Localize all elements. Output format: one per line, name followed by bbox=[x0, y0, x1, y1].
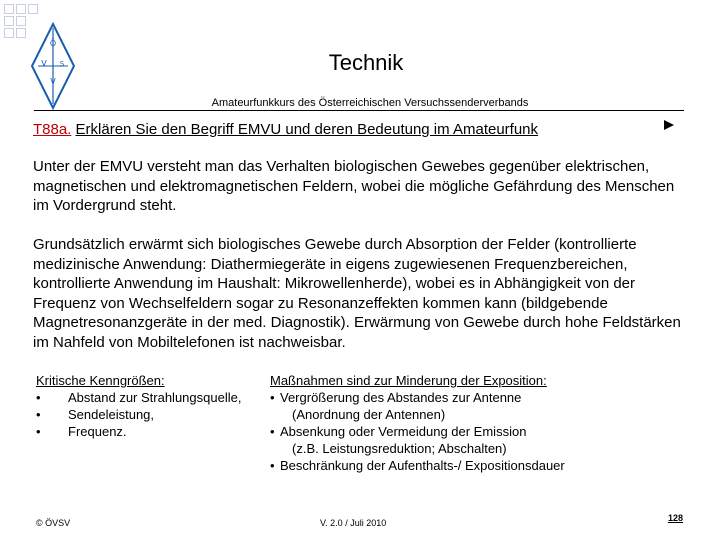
critical-parameters bbox=[36, 372, 276, 440]
question-id: T88a. bbox=[33, 121, 72, 138]
svg-text:S: S bbox=[59, 60, 65, 68]
footer-version: V. 2.0 / Juli 2010 bbox=[320, 518, 387, 528]
definition-paragraph: Unter der EMVU versteht man das Verhalten biologischen Gewebes gegenüber elektrischen, magnetischen und elektromagnetischen Feldern, wobei die mögliche Gefährdung des Menschen im Vordergrund steht. bbox=[33, 158, 675, 214]
list-item: • Frequenz. bbox=[36, 424, 127, 439]
list-item: • Absenkung oder Vermeidung der Emission (z.B. Leistungsreduktion; Abschalten) bbox=[270, 423, 710, 457]
list-item: • Abstand zur Strahlungsquelle, bbox=[36, 390, 242, 405]
footer-copyright: © ÖVSV bbox=[36, 518, 71, 528]
svg-text:V: V bbox=[41, 59, 47, 68]
list-item: • Sendeleistung, bbox=[36, 407, 155, 422]
list-item-text: Vergrößerung des Abstandes zur Antenne bbox=[280, 390, 522, 405]
list-item-text: Frequenz. bbox=[68, 424, 127, 439]
svg-text:Ö: Ö bbox=[49, 39, 57, 48]
question-text: Erklären Sie den Begriff EMVU und deren Bedeutung im Amateurfunk bbox=[75, 121, 539, 138]
list-item-text: Abstand zur Strahlungsquelle, bbox=[68, 390, 242, 405]
critical-parameters-heading: Kritische Kenngrößen: bbox=[36, 373, 165, 388]
list-item: • Vergrößerung des Abstandes zur Antenne (Anordnung der Antennen) bbox=[270, 389, 710, 423]
exposure-measures bbox=[270, 372, 710, 474]
explanation-paragraph: Grundsätzlich erwärmt sich biologisches Gewebe durch Absorption der Felder (kontrollierte medizinische Anwendung: Diathermiegeräte in eigens zugewiesenen Frequenzbereichen, kontrollierte Anwendung im Haushalt: Mikrowellenherde), wobei es in Abhängigkeit von der Frequenz von Wechselfeldern sogar zu Resonanzeffekten kommen kann (bildgebende Magnetresonanzgeräte in der med. Diagnostik). Erwärmung von Gewebe durch hohe Feldstärken im Nahfeld von Mobiltelefonen ist nachweisbar. bbox=[33, 236, 681, 351]
deco-square bbox=[4, 4, 14, 14]
list-item-note: (Anordnung der Antennen) bbox=[292, 407, 446, 422]
deco-square bbox=[16, 28, 26, 38]
play-icon[interactable] bbox=[664, 120, 674, 130]
exposure-measures-heading: Maßnahmen sind zur Minderung der Exposition: bbox=[270, 373, 547, 388]
question-line bbox=[33, 121, 538, 138]
svg-text:V: V bbox=[50, 77, 56, 86]
deco-square bbox=[4, 16, 14, 26]
deco-square bbox=[28, 4, 38, 14]
list-item-text: Sendeleistung, bbox=[68, 407, 155, 422]
list-item-text: Absenkung oder Vermeidung der Emission bbox=[280, 424, 527, 439]
page-title: Technik bbox=[328, 50, 404, 75]
deco-square bbox=[16, 16, 26, 26]
deco-square bbox=[4, 28, 14, 38]
list-item-text: Beschränkung der Aufenthalts-/ Expositionsdauer bbox=[280, 458, 565, 473]
deco-square bbox=[16, 4, 26, 14]
header-divider bbox=[34, 110, 684, 111]
list-item: • Beschränkung der Aufenthalts-/ Expositionsdauer bbox=[270, 458, 565, 473]
list-item-note: (z.B. Leistungsreduktion; Abschalten) bbox=[292, 441, 507, 456]
course-subtitle: Amateurfunkkurs des Österreichischen Versuchssenderverbands bbox=[211, 97, 529, 109]
page-number: 128 bbox=[668, 513, 684, 523]
